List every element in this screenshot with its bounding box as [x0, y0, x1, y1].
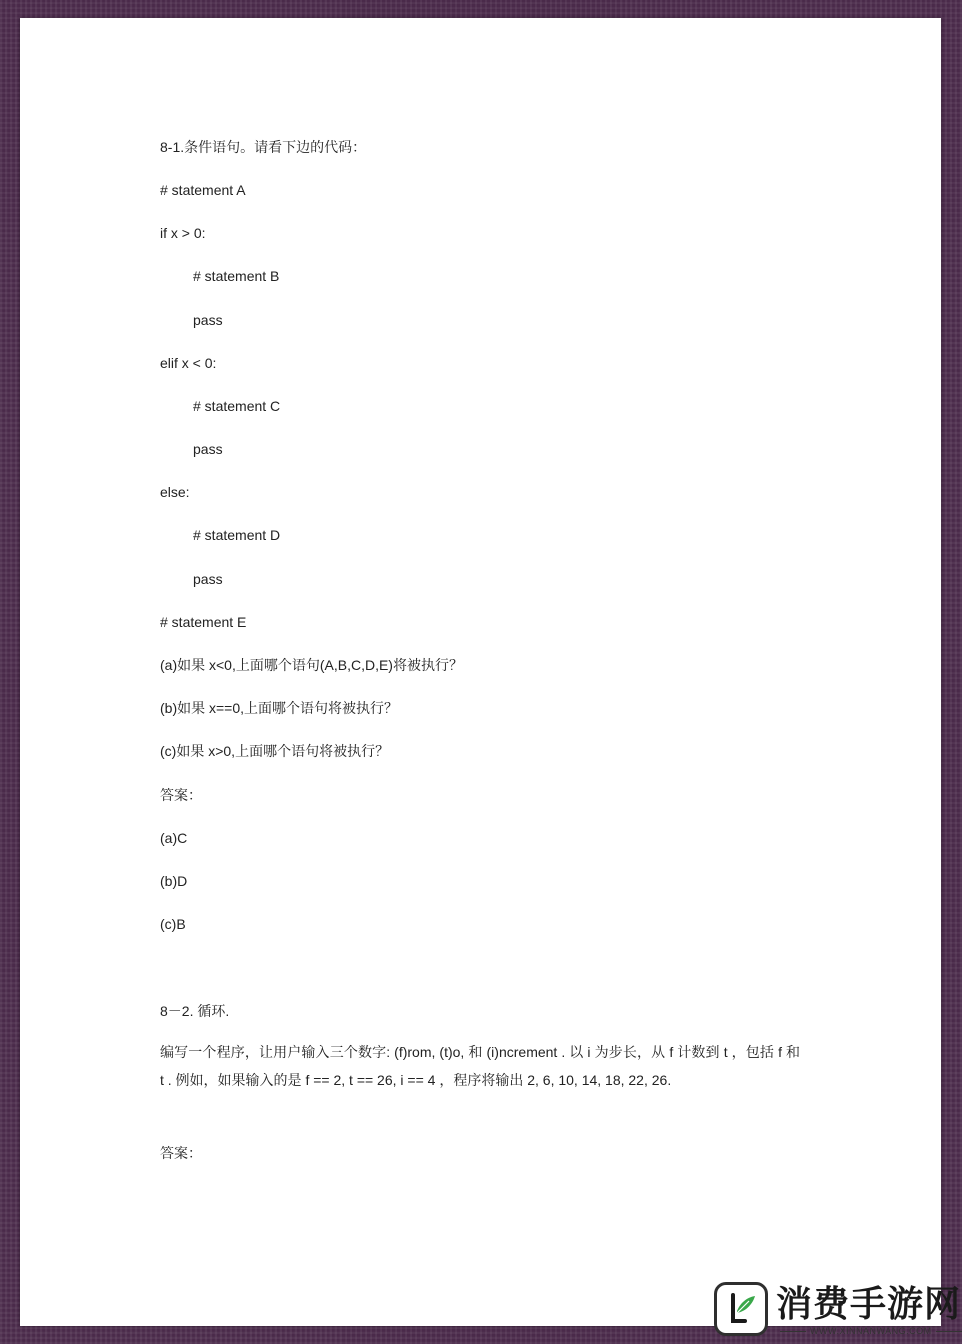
answer-label: 答案：	[160, 787, 202, 803]
question-c: (c)如果 x>0,上面哪个语句将被执行？	[160, 743, 390, 759]
problem1-title: 8-1.条件语句。请看下边的代码：	[160, 139, 367, 155]
code-line: elif x < 0:	[160, 355, 217, 371]
answer-b: (b)D	[160, 873, 188, 889]
code-line: # statement E	[160, 614, 247, 630]
code-line: # statement A	[160, 182, 246, 198]
question-a: (a)如果 x<0,上面哪个语句(A,B,C,D,E)将被执行？	[160, 657, 463, 673]
code-line: # statement C	[193, 398, 281, 414]
code-line: pass	[193, 441, 223, 457]
answer-a: (a)C	[160, 830, 188, 846]
answer-c: (c)B	[160, 916, 186, 932]
site-logo-icon	[714, 1282, 768, 1336]
code-line: # statement D	[193, 527, 281, 543]
problem2-title: 8－2. 循环.	[160, 1003, 230, 1019]
problem2-body: 编写一个程序，让用户输入三个数字: (f)rom, (t)o, 和 (i)ncrement . 以 i 为步长，从 f 计数到 t ，包括 f 和 t . 例如，如果输入的是 f == 2, t == 26, i == 4 ，程序将输出 2, 6, 10, 14, 18, 22, 26.	[160, 1044, 800, 1088]
site-name: 消费手游网	[776, 1283, 962, 1325]
site-watermark	[714, 1282, 962, 1342]
code-line: else:	[160, 484, 190, 500]
site-url: WWW.XINNANWANG.COM	[776, 1326, 962, 1336]
code-line: pass	[193, 571, 223, 587]
problem2-answer-label: 答案：	[160, 1145, 202, 1161]
code-line: pass	[193, 312, 223, 328]
question-b: (b)如果 x==0,上面哪个语句将被执行？	[160, 700, 399, 716]
code-line: # statement B	[193, 268, 280, 284]
code-line: if x > 0:	[160, 225, 206, 241]
document-page	[20, 18, 941, 1326]
